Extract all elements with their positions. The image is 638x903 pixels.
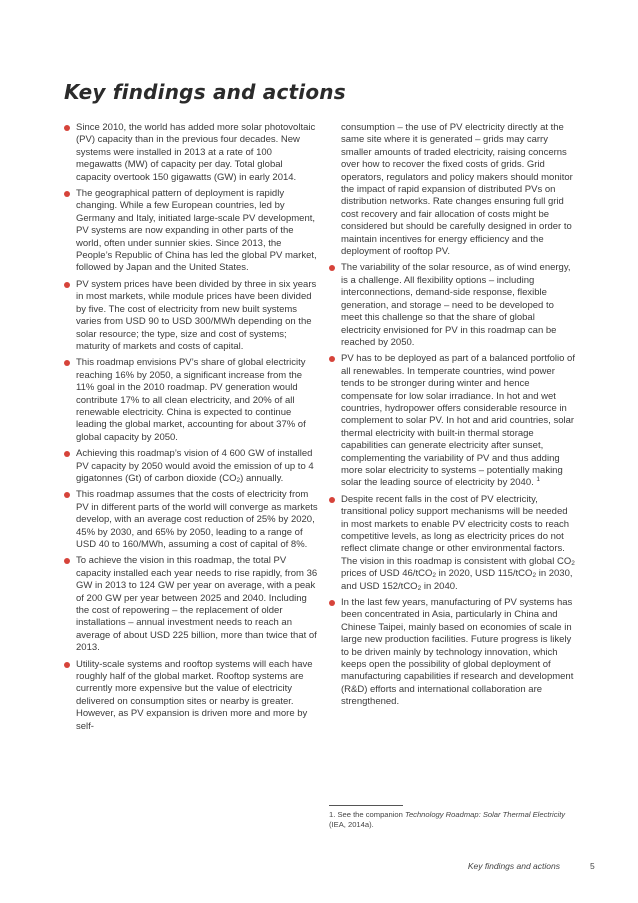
list-item xyxy=(64,659,318,733)
list-item xyxy=(329,597,577,709)
findings-list-left xyxy=(64,122,318,733)
footnote xyxy=(329,810,577,830)
list-item-text: Despite recent falls in the cost of PV electricity, transitional policy support mechanisms will be needed in most markets to enable PV electricity costs to reach competitive levels, as long as electricity prices do not reflect climate change or other environmental factors. The vision in this roadmap is consistent with global CO xyxy=(341,493,572,567)
bullet-icon xyxy=(64,662,70,668)
list-item-text: Achieving this roadmap’s vision of 4 600 GW of installed PV capacity by 2050 would avoid the emission of up to 4 gigatonnes (Gt) of carbon dioxide (CO xyxy=(76,448,314,484)
page-number: 5 xyxy=(590,861,595,871)
list-item xyxy=(64,357,318,444)
bullet-icon xyxy=(329,356,335,362)
list-item xyxy=(64,489,318,551)
list-item xyxy=(64,448,318,485)
list-item-text: in 2030, and USD 152/tCO xyxy=(341,568,573,592)
list-item xyxy=(64,188,318,275)
footnote-divider xyxy=(329,805,403,806)
bullet-icon xyxy=(64,558,70,564)
list-item-text: PV has to be deployed as part of a balanced portfolio of all renewables. In temperate countries, wind power tends to be stronger during winter and hence compensate for low solar irradiance. In hot and wet countries, hydropower offers considerable resource in complement to solar PV. In hot and arid countries, solar thermal electricity with built-in thermal storage capabilities can generate electricity after sunset, complementing the variability of PV and thus adding more solar electricity to systems – potentially making solar the leading source of electricity by 2040. xyxy=(341,353,575,489)
findings-list-right xyxy=(329,262,577,708)
bullet-icon xyxy=(64,191,70,197)
subscript: 2 xyxy=(571,559,575,567)
list-item-text: PV system prices have been divided by three in six years in most markets, while module prices have been divided by five. The cost of electricity from new built systems varies from USD 90 to USD 300/MWh depending on the solar resource; the type, size and cost of systems; maturity of markets and costs of capital. xyxy=(76,278,317,352)
list-item xyxy=(329,494,577,593)
bullet-icon xyxy=(329,265,335,271)
list-item-text: in 2020, USD 115/tCO xyxy=(435,568,533,580)
list-item-text: Utility-scale systems and rooftop systems will each have roughly half of the global market. Rooftop systems are currently more expensive but the value of electricity delivered on consumption sites or nearby is greater. However, as PV expansion is driven more and more by self- xyxy=(76,658,313,732)
list-item-text: This roadmap assumes that the costs of electricity from PV in different parts of the world will converge as markets develop, with an average cost reduction of 25% by 2020, 45% by 2030, and 65% by 2050, leading to a range of USD 40 to 160/MWh, assuming a cost of capital of 8%. xyxy=(76,489,318,550)
bullet-icon xyxy=(64,282,70,288)
continued-paragraph: consumption – the use of PV electricity directly at the same site where it is generated – grids may carry smaller amounts of traded electricity, raising concerns over how to recover the fixed costs of grids. Grid operators, regulators and policy makers should monitor the impact of rapid expansion of distributed PVs on distribution networks. Rate changes ensuring full grid cost recovery and fair allocation of costs might be considered but should be carefully designed in order to maintain incentives for energy efficiency and the deployment of rooftop PV. xyxy=(341,122,573,258)
list-item xyxy=(329,262,577,349)
bullet-icon xyxy=(64,451,70,457)
list-item xyxy=(64,279,318,353)
list-item-text: in 2040. xyxy=(421,580,458,592)
list-item-text: The variability of the solar resource, as of wind energy, is a challenge. All flexibility options – including interconnections, demand-side response, flexible generation, and storage – need to be developed to meet this challenge so that the share of global electricity envisioned for PV in this roadmap can be reached by 2050. xyxy=(341,262,571,348)
right-column xyxy=(329,122,577,713)
footnote-title: Technology Roadmap: Solar Thermal Electricity xyxy=(405,810,566,819)
list-item-text: In the last few years, manufacturing of PV systems has been concentrated in Asia, particularly in China and Chinese Taipei, mainly based on economies of scale in large new production facilities. Future progress is likely to be driven mainly by technology innovation, which keeps open the possibility of global deployment of manufacturing capabilities if research and development (R&D) efforts and international collaboration are strengthened. xyxy=(341,597,574,708)
subscript: 2 xyxy=(432,572,436,580)
list-item-text: To achieve the vision in this roadmap, the total PV capacity installed each year needs to rise rapidly, from 36 GW in 2013 to 124 GW per year on average, with a peak of 200 GW per year between 2025 and 2040. Including the cost of repowering – the replacement of older installations – annual investment needs to reach an average of about USD 225 billion, more than twice that of 2013. xyxy=(76,555,318,654)
list-item-text: Since 2010, the world has added more solar photovoltaic (PV) capacity than in the previous four decades. New systems were installed in 2013 at a rate of 100 megawatts (MW) of capacity per day. Total global capacity overtook 150 gigawatts (GW) in early 2014. xyxy=(76,122,316,183)
footnote-ref-link[interactable]: 1 xyxy=(536,476,541,484)
footer-section-label: Key findings and actions xyxy=(467,861,560,871)
bullet-icon xyxy=(64,125,70,131)
footnote-prefix: 1. See the companion xyxy=(329,810,405,819)
subscript: 2 xyxy=(236,476,241,484)
bullet-icon xyxy=(64,360,70,366)
left-column xyxy=(64,122,318,737)
list-item xyxy=(64,122,318,184)
subscript: 2 xyxy=(417,584,422,592)
list-item-text: This roadmap envisions PV’s share of global electricity reaching 16% by 2050, a significant increase from the 11% goal in the 2010 roadmap. PV generation would contribute 17% to all clean electricity, and 20% of all renewable electricity. China is expected to continue leading the global market, accounting for about 37% of global capacity by 2050. xyxy=(76,357,306,443)
list-item xyxy=(329,353,577,489)
bullet-icon xyxy=(329,600,335,606)
footnote-suffix: (IEA, 2014a). xyxy=(329,820,374,829)
page-title: Key findings and actions xyxy=(64,80,346,104)
list-item xyxy=(64,555,318,654)
list-item-text: The geographical pattern of deployment is rapidly changing. While a few European countries, led by Germany and Italy, initiated large-scale PV development, PV systems are now expanding in other parts of the world, often under sunnier skies. Since 2013, the People’s Republic of China has led the global PV market, followed by Japan and the United States. xyxy=(76,188,317,274)
list-item-text: ) annually. xyxy=(240,472,284,484)
list-item-text: prices of USD 46/tCO xyxy=(341,568,433,580)
bullet-icon xyxy=(329,497,335,503)
subscript: 2 xyxy=(532,572,537,580)
bullet-icon xyxy=(64,492,70,498)
